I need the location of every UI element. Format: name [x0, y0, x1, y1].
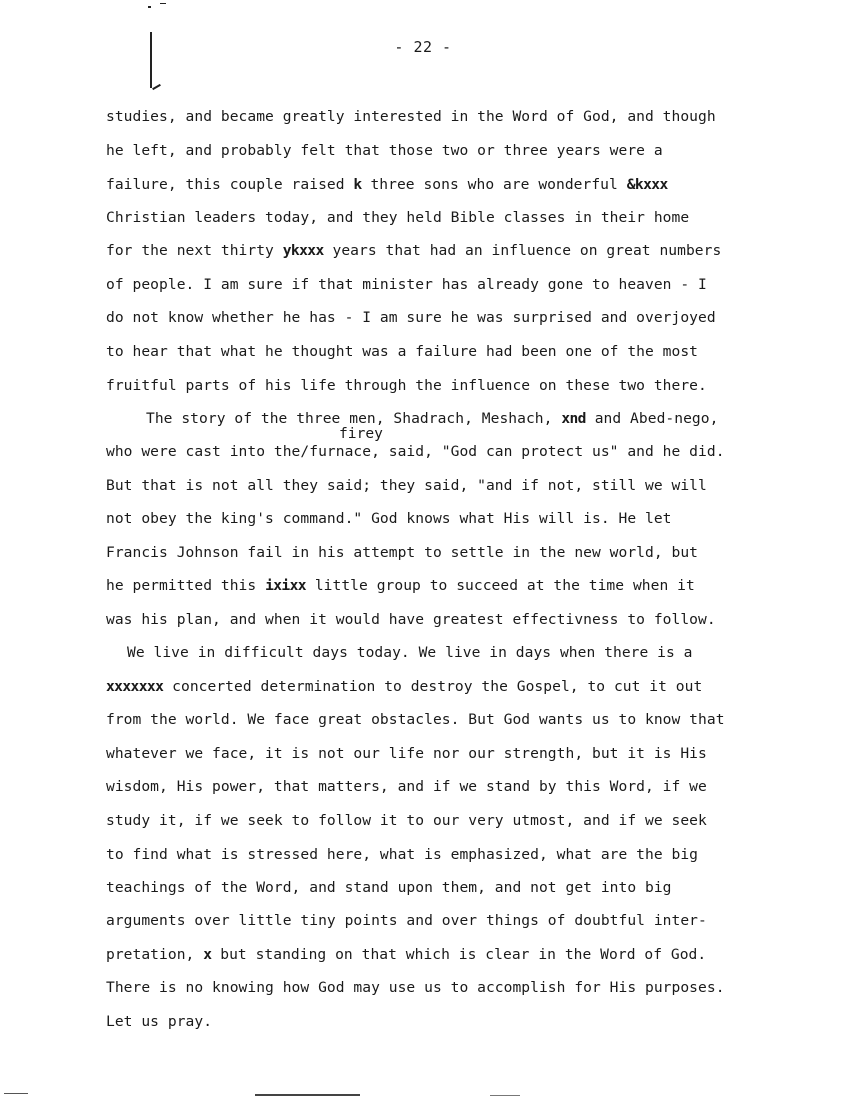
text-line	[106, 176, 668, 194]
text-line	[106, 812, 707, 830]
text-line	[106, 443, 725, 461]
strikeover-text: x	[203, 946, 212, 963]
text-line	[106, 678, 702, 696]
text-line	[106, 108, 716, 126]
page-number: - 22 -	[394, 38, 452, 56]
text-run: The story of the three men, Shadrach, Meshach,	[146, 410, 562, 427]
text-line	[106, 577, 695, 595]
text-run: fruitful parts of his life through the influence on these two there.	[106, 377, 707, 394]
text-line	[106, 343, 698, 361]
text-run: to find what is stressed here, what is emphasized, what are the big	[106, 846, 699, 863]
text-line	[106, 979, 725, 997]
text-line	[106, 879, 672, 897]
text-line	[106, 778, 707, 796]
text-line	[106, 846, 698, 864]
text-run: studies, and became greatly interested in the Word of God, and though	[106, 108, 716, 125]
text-run: But that is not all they said; they said, "and if not, still we will	[106, 477, 707, 494]
text-line	[106, 510, 672, 528]
text-line	[106, 309, 716, 327]
text-run: We live in difficult days today. We live in days when there is a	[127, 644, 693, 661]
text-run: three sons who are wonderful	[361, 176, 627, 193]
scan-mark-bottom-center	[255, 1094, 360, 1096]
text-line	[106, 1013, 212, 1031]
text-line	[106, 209, 689, 227]
text-line	[106, 745, 707, 763]
scan-mark-tick	[148, 6, 151, 8]
strikeover-text: ykxxx	[282, 242, 324, 259]
text-run: failure, this couple raised	[106, 176, 354, 193]
text-line	[106, 611, 716, 629]
text-run: from the world. We face great obstacles. But God wants us to know that	[106, 711, 725, 728]
strikeover-text: k	[353, 176, 362, 193]
interlinear-insert: firey	[339, 425, 383, 442]
text-run: arguments over little tiny points and over things of doubtful inter-	[106, 912, 707, 929]
text-line	[146, 410, 718, 428]
text-line	[106, 544, 698, 562]
text-line	[106, 377, 707, 395]
scan-mark-bottom-right	[490, 1095, 520, 1096]
text-run: but standing on that which is clear in the Word of God.	[211, 946, 707, 963]
text-line	[106, 142, 663, 160]
text-run: Let us pray.	[106, 1013, 213, 1030]
text-run: for the next thirty	[106, 242, 283, 259]
text-run: who were cast into the/furnace, said, "God can protect us" and he did.	[106, 443, 725, 460]
text-run: whatever we face, it is not our life nor our strength, but it is His	[106, 745, 707, 762]
text-run: was his plan, and when it would have greatest effectivness to follow.	[106, 611, 716, 628]
text-run: years that had an influence on great numbers	[323, 242, 722, 259]
text-line	[106, 242, 721, 260]
text-run: Christian leaders today, and they held Bible classes in their home	[106, 209, 690, 226]
text-run: he permitted this	[106, 577, 266, 594]
text-run: little group to succeed at the time when it	[306, 577, 695, 594]
text-run: of people. I am sure if that minister has already gone to heaven - I	[106, 276, 707, 293]
text-line	[106, 912, 707, 930]
strikeover-text: xxxxxxx	[106, 678, 164, 695]
strikeover-text: ixixx	[265, 577, 306, 594]
text-line	[106, 276, 707, 294]
text-run: pretation,	[106, 946, 204, 963]
text-run: do not know whether he has - I am sure he was surprised and overjoyed	[106, 309, 716, 326]
text-run: study it, if we seek to follow it to our very utmost, and if we seek	[106, 812, 707, 829]
text-run: wisdom, His power, that matters, and if we stand by this Word, if we	[106, 778, 707, 795]
text-run: and Abed-nego,	[585, 410, 719, 427]
text-line	[106, 946, 706, 964]
scan-mark-hook	[152, 84, 161, 90]
text-line	[127, 644, 693, 662]
scan-mark-bottom-left	[4, 1093, 28, 1094]
text-run: There is no knowing how God may use us to accomplish for His purposes.	[106, 979, 725, 996]
text-line	[106, 477, 707, 495]
text-run: not obey the king's command." God knows what His will is. He let	[106, 510, 672, 527]
text-run: Francis Johnson fail in his attempt to settle in the new world, but	[106, 544, 699, 561]
text-line	[106, 711, 725, 729]
text-run: concerted determination to destroy the Gospel, to cut it out	[163, 678, 703, 695]
scan-mark-dash	[160, 3, 166, 4]
text-run: teachings of the Word, and stand upon them, and not get into big	[106, 879, 672, 896]
strikeover-text: xnd	[561, 410, 586, 427]
text-run: to hear that what he thought was a failure had been one of the most	[106, 343, 699, 360]
strikeover-text: &kxxx	[626, 176, 668, 193]
text-run: he left, and probably felt that those two or three years were a	[106, 142, 663, 159]
